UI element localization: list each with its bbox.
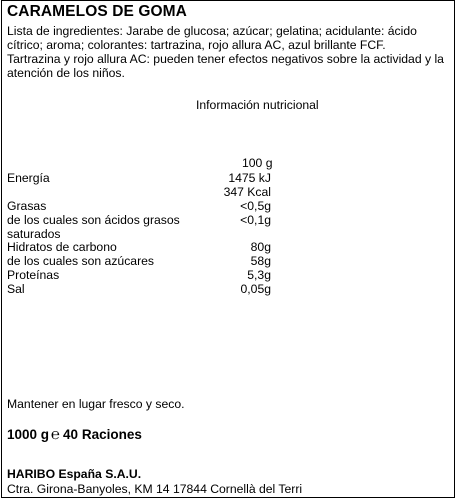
- servings-count: 40 Raciones: [63, 427, 142, 442]
- ingredients-text-line-2: cítrico; aroma; colorantes: tartrazina, rojo allura AC, azul brillante FCF.: [7, 38, 386, 52]
- nutrition-row-label: Energía: [7, 171, 50, 185]
- ingredients-text-line-1: Lista de ingredientes: Jarabe de glucosa; azúcar; gelatina; acidulante: ácido: [7, 24, 417, 38]
- nutrition-row-label: Hidratos de carbono: [7, 240, 117, 254]
- storage-instructions: Mantener en lugar fresco y seco.: [7, 397, 185, 411]
- nutrition-row-value: <0,1g: [240, 213, 271, 227]
- nutrition-row-value: 5,3g: [247, 268, 271, 282]
- nutrition-row-value: 347 Kcal: [223, 185, 271, 199]
- nutrition-row-label: Proteínas: [7, 268, 60, 282]
- manufacturer-name: HARIBO España S.A.U.: [7, 467, 142, 481]
- warning-text-line-2: atención de los niños.: [7, 66, 125, 80]
- net-quantity: [7, 427, 142, 442]
- ingredients-block: [7, 24, 451, 80]
- nutrition-row-value: 58g: [250, 254, 271, 268]
- nutrition-per-column-header: 100 g: [242, 156, 273, 170]
- nutrition-row-label: Sal: [7, 282, 25, 296]
- manufacturer-address: Ctra. Girona-Banyoles, KM 14 17844 Cornellà del Terri: [7, 482, 303, 496]
- warning-text-line-1: Tartrazina y rojo allura AC: pueden tener efectos negativos sobre la actividad y la: [7, 52, 444, 66]
- nutrition-row-label: saturados: [7, 227, 61, 241]
- product-title: CARAMELOS DE GOMA: [7, 3, 187, 20]
- nutrition-row-value: 0,05g: [240, 282, 271, 296]
- nutrition-row-label: de los cuales son azúcares: [7, 254, 155, 268]
- nutrition-row-label: Grasas: [7, 199, 47, 213]
- estimated-sign-icon: ℮: [51, 426, 61, 443]
- nutrition-row-label: de los cuales son ácidos grasos: [7, 213, 180, 227]
- nutrition-row-value: <0,5g: [240, 199, 271, 213]
- nutrition-heading: Información nutricional: [196, 98, 319, 112]
- nutrition-row-value: 1475 kJ: [228, 171, 271, 185]
- net-weight: 1000 g: [7, 427, 50, 442]
- nutrition-row-value: 80g: [250, 240, 271, 254]
